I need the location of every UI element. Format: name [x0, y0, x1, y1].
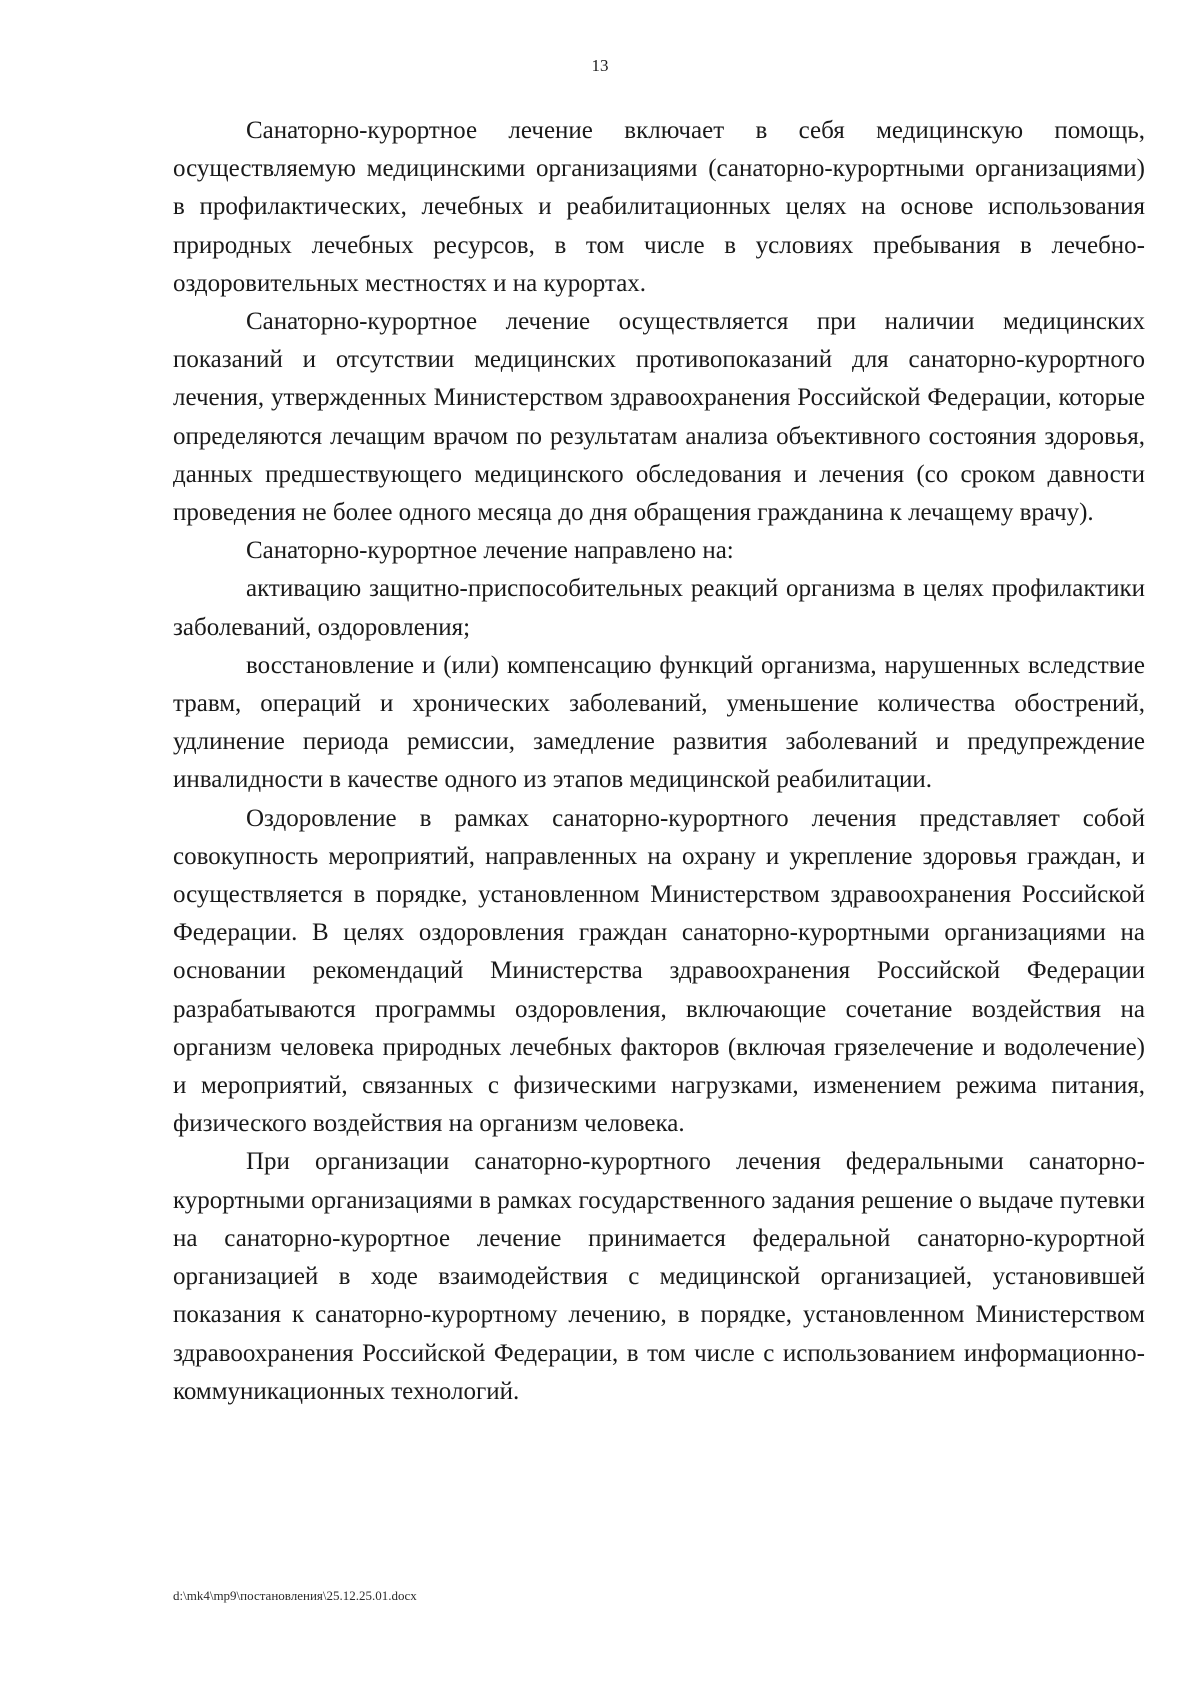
footer-file-path: d:\mk4\mp9\постановления\25.12.25.01.docx — [173, 1588, 417, 1603]
paragraph: Оздоровление в рамках санаторно-курортного лечения представляет собой совокупность мероприятий, направленных на охрану и укрепление здоровья граждан, и осуществляется в порядке, установленном Министерством здравоохранения Российской Федерации. В целях оздоровления граждан санаторно-курортными организациями на основании рекомендаций Министерства здравоохранения Российской Федерации разрабатываются программы оздоровления, включающие сочетание воздействия на организм человека природных лечебных факторов (включая грязелечение и водолечение) и мероприятий, связанных с физическими нагрузками, изменением режима питания, физического воздействия на организм человека. — [173, 804, 1145, 1138]
paragraph: При организации санаторно-курортного лечения федеральными санаторно-курортными организациями в рамках государственного задания решение о выдаче путевки на санаторно-курортное лечение принимается федеральной санаторно-курортной организацией в ходе взаимодействия с медицинской организацией, установившей показания к санаторно-курортному лечению, в порядке, установленном Министерством здравоохранения Российской Федерации, в том числе с использованием информационно-коммуникационных технологий. — [173, 1148, 1145, 1405]
paragraph: восстановление и (или) компенсацию функций организма, нарушенных вследствие травм, операций и хронических заболеваний, уменьшение количества обострений, удлинение периода ремиссии, замедление развития заболеваний и предупреждение инвалидности в качестве одного из этапов медицинской реабилитации. — [173, 651, 1145, 794]
paragraph: Санаторно-курортное лечение осуществляется при наличии медицинских показаний и отсутствии медицинских противопоказаний для санаторно-курортного лечения, утвержденных Министерством здравоохранения Российской Федерации, которые определяются лечащим врачом по результатам анализа объективного состояния здоровья, данных предшествующего медицинского обследования и лечения (со сроком давности проведения не более одного месяца до дня обращения гражданина к лечащему врачу). — [173, 308, 1145, 527]
page-number: 13 — [591, 56, 609, 75]
paragraph: Санаторно-курортное лечение включает в себя медицинскую помощь, осуществляемую медицинскими организациями (санаторно-курортными организациями) в профилактических, лечебных и реабилитационных целях на основе использования природных лечебных ресурсов, в том числе в условиях пребывания в лечебно-оздоровительных местностях и на курортах. — [173, 117, 1145, 297]
paragraph: Санаторно-курортное лечение направлено на: — [246, 537, 734, 565]
document-body — [173, 112, 1145, 1411]
paragraph: активацию защитно-приспособительных реакций организма в целях профилактики заболеваний, оздоровления; — [173, 575, 1145, 641]
